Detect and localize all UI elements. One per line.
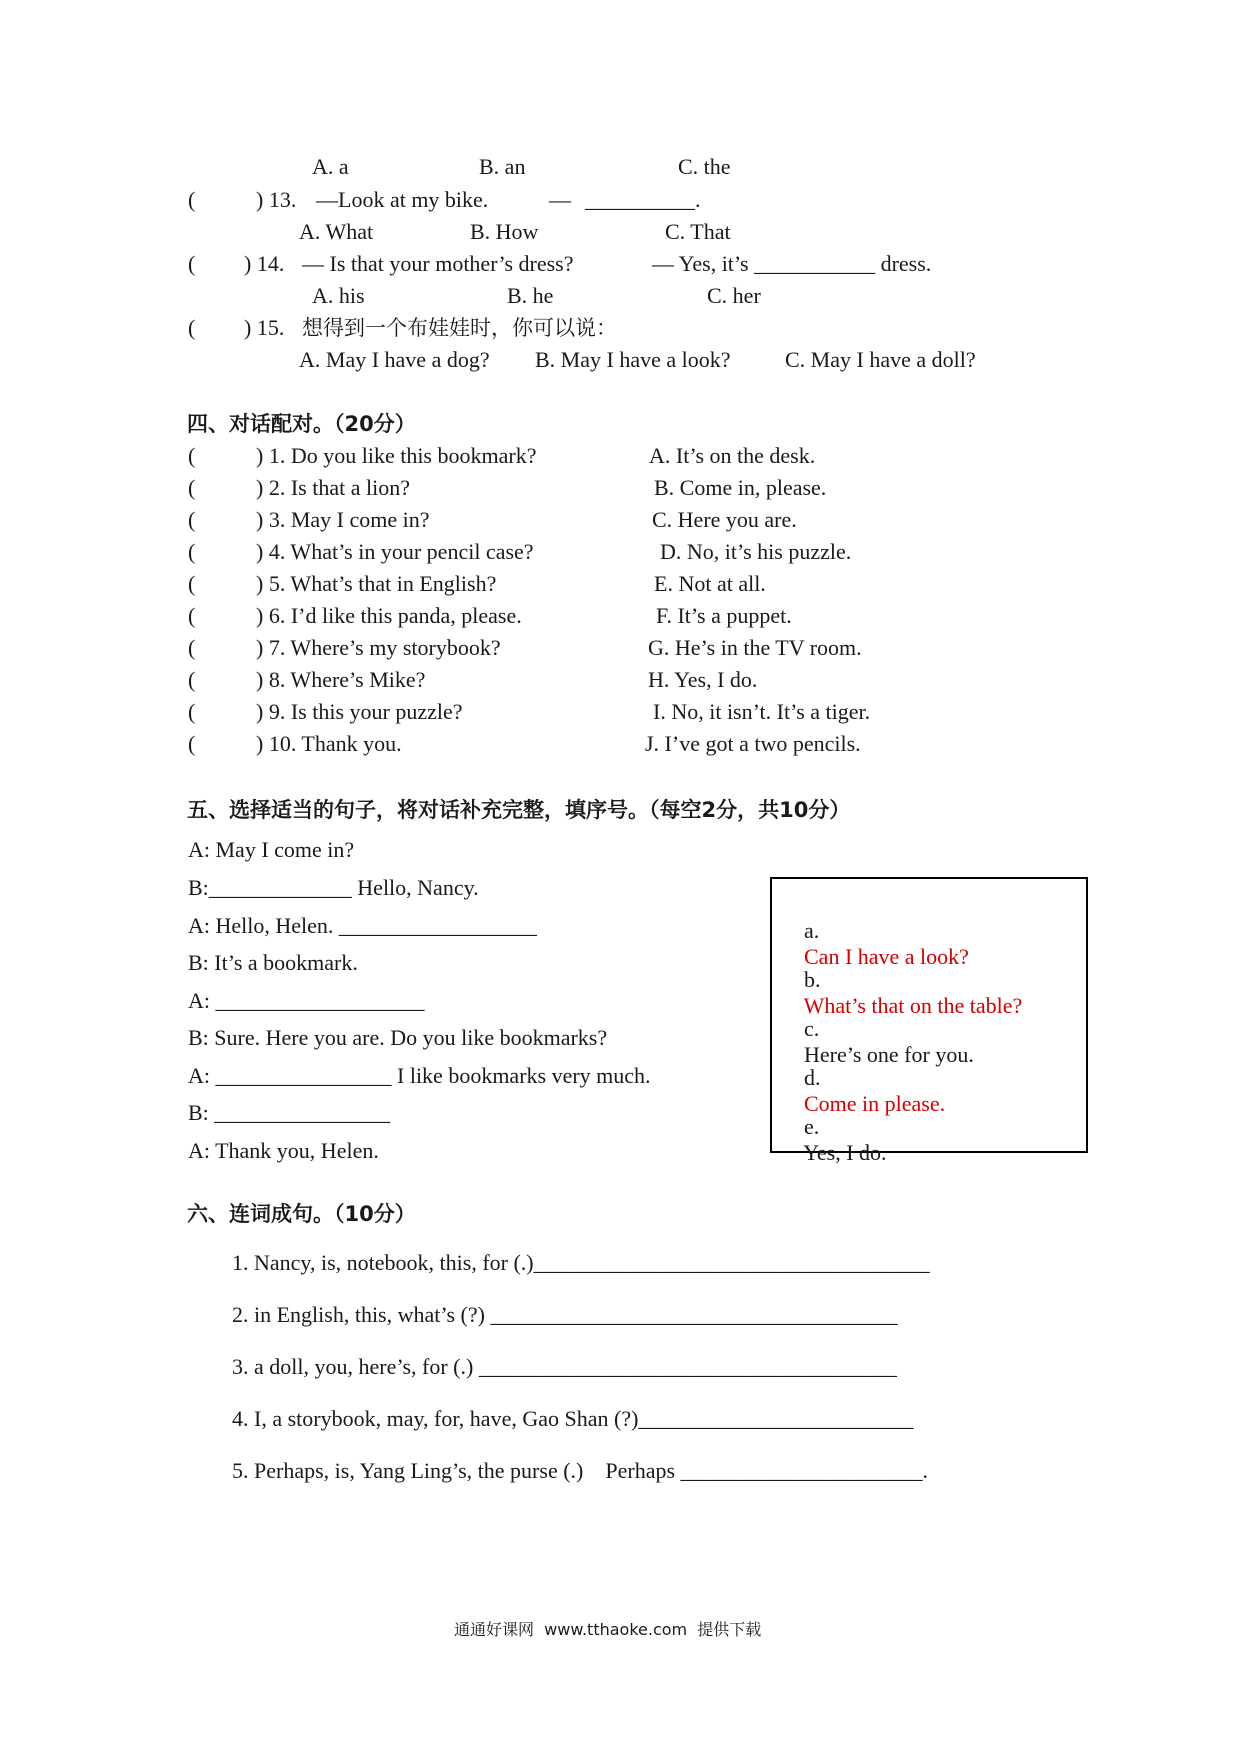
matching-question: ) 9. Is this your puzzle?: [256, 699, 463, 724]
dialogue-line: A: Thank you, Helen.: [188, 1138, 379, 1163]
matching-answer: E. Not at all.: [654, 571, 766, 596]
matching-answer: C. Here you are.: [652, 507, 797, 532]
dialogue-line: B: Sure. Here you are. Do you like bookmarks?: [188, 1025, 608, 1050]
matching-question: ) 4. What’s in your pencil case?: [256, 539, 534, 564]
matching-answer: F. It’s a puppet.: [656, 603, 792, 628]
paren: (: [188, 731, 196, 756]
matching-answer: H. Yes, I do.: [648, 667, 758, 692]
paren: (: [188, 667, 196, 692]
q14-question: — Is that your mother’s dress?: [302, 251, 574, 276]
option-e: [782, 1088, 887, 1192]
q13-option-c: C. That: [665, 219, 731, 244]
matching-answer: A. It’s on the desk.: [649, 443, 816, 468]
matching-question: ) 6. I’d like this panda, please.: [256, 603, 522, 628]
dialogue-line: A: ________________ I like bookmarks very much.: [188, 1063, 651, 1088]
option-letter: c.: [804, 1016, 820, 1041]
option-text: Come in please.: [804, 1091, 946, 1116]
sentence-item: 5. Perhaps, is, Yang Ling’s, the purse (.) Perhaps ______________________.: [232, 1458, 929, 1483]
sentence-item: 4. I, a storybook, may, for, have, Gao Shan (?)_________________________: [232, 1406, 914, 1431]
section-5-title: 五、选择适当的句子，将对话补充完整，填序号。（每空2分，共10分）: [187, 798, 851, 822]
q13-number: ) 13.: [256, 187, 297, 212]
q14-number: ) 14.: [244, 251, 285, 276]
sentence-item: 1. Nancy, is, notebook, this, for (.)____________________________________: [232, 1250, 930, 1275]
dialogue-line: A: Hello, Helen. __________________: [188, 913, 537, 938]
sentence-item: 2. in English, this, what’s (?) _____________________________________: [232, 1302, 898, 1327]
dialogue-line: A: May I come in?: [188, 837, 355, 862]
dialogue-line: A: ___________________: [188, 988, 425, 1013]
matching-answer: J. I’ve got a two pencils.: [645, 731, 861, 756]
matching-question: ) 10. Thank you.: [256, 731, 402, 756]
matching-answer: G. He’s in the TV room.: [648, 635, 862, 660]
matching-question: ) 3. May I come in?: [256, 507, 430, 532]
dialogue-line: B: It’s a bookmark.: [188, 950, 358, 975]
q12-option-c: C. the: [678, 154, 731, 179]
matching-question: ) 8. Where’s Mike?: [256, 667, 426, 692]
q15-number: ) 15.: [244, 315, 285, 340]
q15-option-a: A. May I have a dog?: [299, 347, 490, 372]
q15-option-c: C. May I have a doll?: [785, 347, 976, 372]
q15-paren: (: [188, 315, 196, 340]
q15-question: 想得到一个布娃娃时，你可以说：: [302, 316, 617, 340]
matching-answer: B. Come in, please.: [654, 475, 827, 500]
q14-option-b: B. he: [507, 283, 554, 308]
q13-option-a: A. What: [299, 219, 374, 244]
section-6-title: 六、连词成句。（10分）: [187, 1202, 416, 1226]
matching-question: ) 1. Do you like this bookmark?: [256, 443, 537, 468]
paren: (: [188, 507, 196, 532]
option-text: What’s that on the table?: [803, 993, 1023, 1018]
paren: (: [188, 539, 196, 564]
q14-option-a: A. his: [312, 283, 365, 308]
q13-option-b: B. How: [470, 219, 539, 244]
option-letter: a.: [804, 918, 820, 943]
paren: (: [188, 635, 196, 660]
q13-paren: (: [188, 187, 196, 212]
paren: (: [188, 475, 196, 500]
option-text: Here’s one for you.: [804, 1042, 974, 1067]
q12-option-a: A. a: [312, 154, 349, 179]
matching-answer: I. No, it isn’t. It’s a tiger.: [653, 699, 871, 724]
option-letter: b.: [804, 967, 821, 992]
paren: (: [188, 571, 196, 596]
paren: (: [188, 699, 196, 724]
matching-question: ) 5. What’s that in English?: [256, 571, 497, 596]
dialogue-line: B: ________________: [188, 1100, 391, 1125]
q13-question: —Look at my bike.: [316, 187, 489, 212]
q12-option-b: B. an: [479, 154, 526, 179]
matching-answer: D. No, it’s his puzzle.: [660, 539, 852, 564]
matching-question: ) 7. Where’s my storybook?: [256, 635, 501, 660]
q13-blank: __________.: [585, 187, 701, 212]
q15-option-b: B. May I have a look?: [535, 347, 731, 372]
q14-paren: (: [188, 251, 196, 276]
section-4-title: 四、对话配对。（20分）: [187, 412, 416, 436]
paren: (: [188, 603, 196, 628]
option-text: Yes, I do.: [803, 1140, 887, 1165]
option-text: Can I have a look?: [804, 944, 969, 969]
footer-text: 通通好课网 www.tthaoke.com 提供下载: [454, 1620, 762, 1639]
option-letter: d.: [804, 1065, 821, 1090]
q14-answer: — Yes, it’s ___________ dress.: [652, 251, 932, 276]
paren: (: [188, 443, 196, 468]
q14-option-c: C. her: [707, 283, 761, 308]
option-letter: e.: [804, 1114, 820, 1139]
dialogue-line: B:_____________ Hello, Nancy.: [188, 875, 479, 900]
sentence-item: 3. a doll, you, here’s, for (.) ______________________________________: [232, 1354, 897, 1379]
matching-question: ) 2. Is that a lion?: [256, 475, 410, 500]
q13-dash: —: [549, 187, 571, 212]
